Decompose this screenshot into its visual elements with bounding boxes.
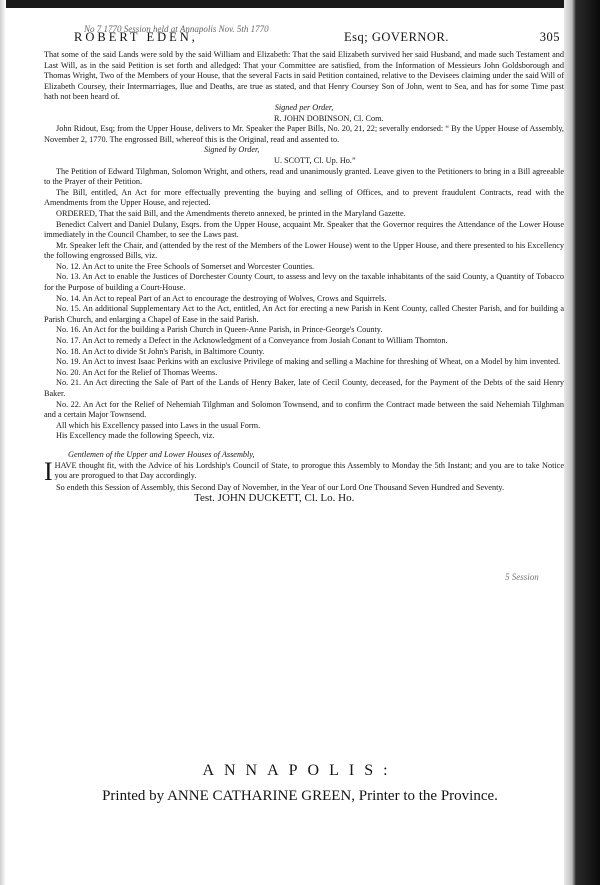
paragraph: ORDERED, That the said Bill, and the Amendments thereto annexed, be printed in the Maryland Gazette.: [56, 208, 406, 218]
bill-item: No. 19. An Act to invest Isaac Perkins with an exclusive Privilege of making and selling a Machine for threshing of Wheat, on a Model by him invented.: [56, 357, 561, 367]
session-closing: So endeth this Session of Assembly, this Second Day of November, in the Year of our Lord One Thousand Seven Hundred and Seventy.: [56, 482, 505, 492]
lower-house-clerk-signature: Test. JOHN DUCKETT, Cl. Lo. Ho.: [194, 492, 355, 505]
committee-clerk-signature: R. JOHN DOBINSON, Cl. Com.: [274, 113, 384, 123]
bill-item: No. 14. An Act to repeal Part of an Act to encourage the destroying of Wolves, Crows and Squirrels.: [56, 293, 387, 303]
imprint-city: ANNAPOLIS:: [202, 762, 398, 779]
drop-cap: I: [44, 456, 53, 486]
speech-salutation: Gentlemen of the Upper and Lower Houses of Assembly,: [68, 449, 255, 459]
paragraph: All which his Excellency passed into Laws in the usual Form.: [56, 420, 261, 430]
signed-by-order: Signed by Order,: [204, 145, 260, 155]
speech-text: [44, 456, 564, 486]
bill-item: No. 16. An Act for the building a Parish Church in Queen-Anne Parish, in Prince-George's County.: [56, 325, 383, 335]
handwritten-annotation: No 7 1770 Session held at Annapolis Nov. 5th 1770: [84, 24, 269, 34]
paragraph: Benedict Calvert and Daniel Dulany, Esqrs. from the Upper House, acquaint Mr. Speaker that the Governor requires the Attendance of the Lower House immediately in the Council Chamber, to see the Laws past.: [44, 219, 564, 240]
bill-item: No. 21. An Act directing the Sale of Part of the Lands of Henry Baker, late of Cecil County, deceased, for the Payment of the Debts of the said Henry Baker.: [44, 378, 564, 398]
paragraph: The Bill, entitled, An Act for more effectually preventing the buying and selling of Offices, and to prevent fraudulent Contracts, read with the Amendments from the Upper House, and rejected.: [44, 187, 564, 208]
governor-speech: [44, 450, 564, 504]
bill-item: No. 15. An additional Supplementary Act to the Act, entitled, An Act for erecting a new Parish in Kent County, called Chester Parish, and for building a Parish Church, and enlarging a Chapel of Ease in the said Parish.: [44, 304, 564, 324]
signature-line: [44, 114, 564, 125]
running-head: [44, 28, 564, 48]
paragraph: John Ridout, Esq; from the Upper House, delivers to Mr. Speaker the Paper Bills, No. 20, 21, 22; severally endorsed: “ By the Upper House of Assembly, November 2, 1770. The engrossed Bill, whereof this is the Original, read and assented to.: [44, 124, 564, 144]
bill-item: No. 13. An Act to enable the Justices of Dorchester County Court, to assess and levy on the taxable inhabitants of the said County, a Quantity of Tobacco for the Purpose of building a Court-House.: [44, 272, 564, 293]
imprint-printer: Printed by ANNE CATHARINE GREEN, Printer to the Province.: [102, 788, 498, 804]
bill-item: No. 12. An Act to unite the Free Schools of Somerset and Worcester Counties.: [56, 261, 315, 271]
binding-edge-right: [564, 0, 600, 885]
page-number: 305: [539, 30, 560, 44]
bill-item: No. 17. An Act to remedy a Defect in the Acknowledgment of a Conveyance from Josiah Conant to William Thornton.: [56, 336, 448, 346]
paragraph: The Petition of Edward Tilghman, Solomon Wright, and others, read and unanimously granted. Leave given to the Petitioners to bring in a Bill agreeable to the Prayer of their Petition.: [44, 166, 564, 187]
document-page: [44, 24, 564, 505]
bill-item: No. 20. An Act for the Relief of Thomas Weems.: [56, 367, 218, 377]
binding-edge-top: [0, 0, 600, 8]
page-edge-left: [0, 0, 6, 885]
paragraph: That some of the said Lands were sold by the said William and Elizabeth: That the said Elizabeth survived her said Husband, and made such Testament and Last Will, as in the said Petition is set forth and alledged: That your Committee are satisfied, from the Information of Messieurs John Goldsborough and Thomas Wright, Two of the Members of your House, that the several Facts in said Petition contained, relative to the Devisees claiming under the said Will of Elizabeth Coursey, their Intermarriages, Ilue and Deaths, are true as stated, and that Henry Coursey Son of John, went to Sea, and has for some Time past hath not been heard of.: [44, 50, 564, 102]
signed-order-line: Signed per Order,: [274, 102, 334, 112]
paragraph: Mr. Speaker left the Chair, and (attended by the rest of the Members of the Lower House) went to the Upper House, and there presented to his Excellency the following engrossed Bills, viz.: [44, 240, 564, 261]
running-head-title: Esq; GOVERNOR.: [344, 30, 449, 44]
upper-house-clerk-signature: U. SCOTT, Cl. Up. Ho.”: [274, 155, 356, 165]
bill-item: No. 18. An Act to divide St John's Parish, in Baltimore County.: [56, 346, 265, 356]
running-head-name: ROBERT EDEN,: [74, 30, 198, 44]
bill-item: No. 22. An Act for the Relief of Nehemiah Tilghman and Solomon Townsend, and to confirm the Contract made between the said Nehemiah Tilghman and a certain Major Townsend.: [44, 399, 564, 420]
signature-line: [44, 156, 564, 167]
signed-order-line: [44, 145, 564, 156]
speech-body: HAVE thought fit, with the Advice of his Lordship's Council of State, to prorogue this Assembly to Monday the 5th Instant; and you are to take Notice you are prorogued to that Day accordingly.: [54, 460, 564, 481]
handwritten-margin-note: 5 Session: [505, 572, 539, 582]
journal-body: [44, 50, 564, 504]
paragraph: His Excellency made the following Speech, viz.: [56, 431, 215, 441]
